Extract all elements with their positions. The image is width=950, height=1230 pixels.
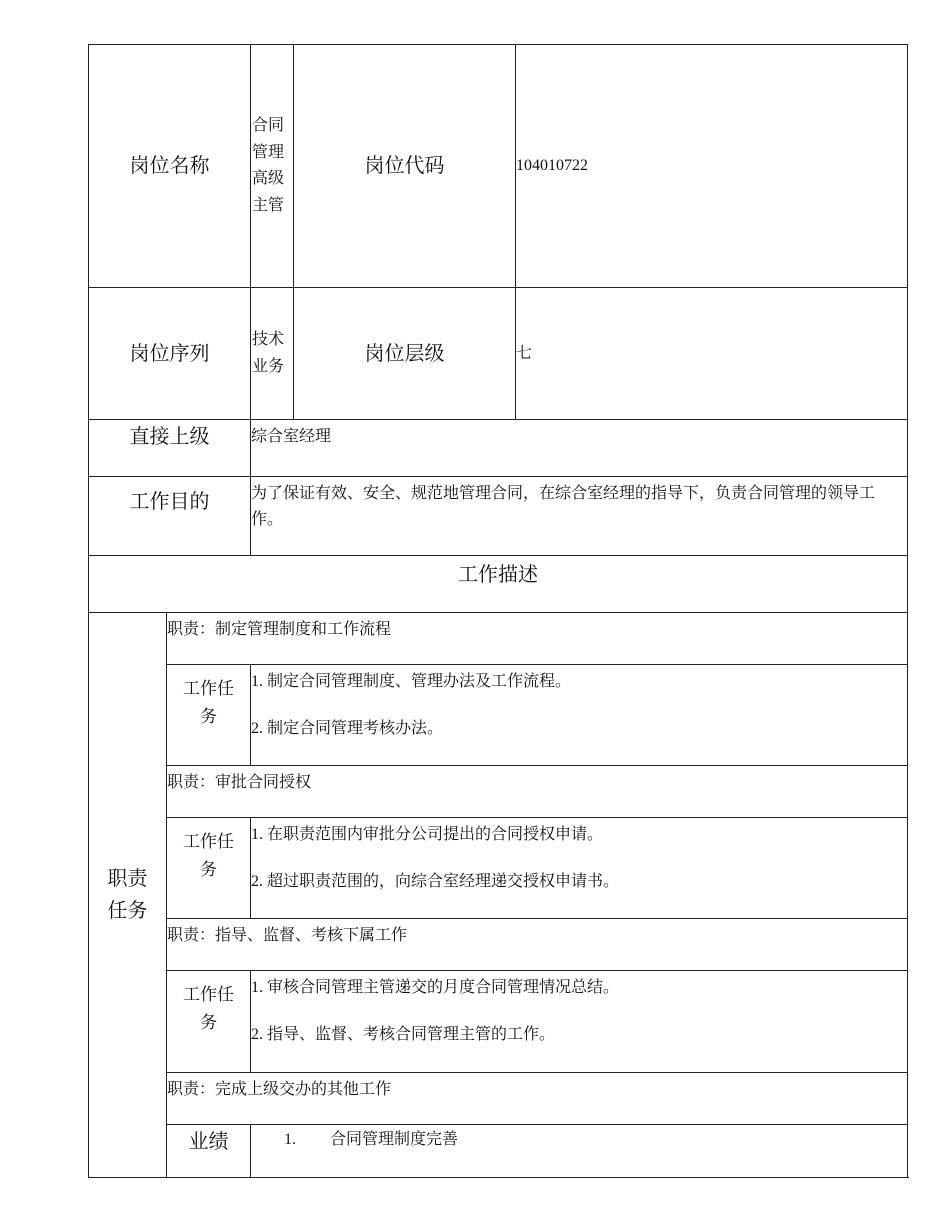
position-code-value: 104010722	[516, 45, 908, 288]
position-level-label: 岗位层级	[294, 288, 516, 420]
performance-item-text: 合同管理制度完善	[330, 1131, 459, 1148]
work-description-title: 工作描述	[89, 556, 908, 613]
task-item: 1. 在职责范围内审批分公司提出的合同授权申请。	[251, 826, 604, 843]
position-code-label: 岗位代码	[294, 45, 516, 288]
responsibility-title: 职责：完成上级交办的其他工作	[167, 1073, 908, 1125]
task-label-text: 工作任务	[183, 832, 234, 879]
task-label	[167, 665, 251, 766]
task-item: 2. 超过职责范围的，向综合室经理递交授权申请书。	[251, 873, 620, 890]
task-list	[251, 818, 908, 919]
supervisor-value: 综合室经理	[251, 420, 908, 477]
position-name-value: 合同管理高级主管	[251, 45, 294, 288]
purpose-value: 为了保证有效、安全、规范地管理合同，在综合室经理的指导下，负责合同管理的领导工作。	[251, 477, 908, 556]
task-label-text: 工作任务	[183, 679, 234, 726]
responsibility-title: 职责：制定管理制度和工作流程	[167, 613, 908, 665]
responsibilities-label	[89, 613, 167, 1178]
responsibilities-label-text: 职责任务	[107, 868, 148, 922]
job-description-form	[88, 44, 907, 1179]
purpose-label: 工作目的	[89, 477, 251, 556]
task-item: 2. 指导、监督、考核合同管理主管的工作。	[251, 1026, 556, 1043]
position-level-value: 七	[516, 288, 908, 420]
job-description-table	[88, 44, 908, 1178]
supervisor-label: 直接上级	[89, 420, 251, 477]
task-list	[251, 665, 908, 766]
performance-item	[251, 1125, 908, 1178]
position-name-label: 岗位名称	[89, 45, 251, 288]
task-item: 1. 审核合同管理主管递交的月度合同管理情况总结。	[251, 979, 620, 996]
position-series-value: 技术业务	[251, 288, 294, 420]
task-label-text: 工作任务	[183, 985, 234, 1032]
responsibility-title: 职责：指导、监督、考核下属工作	[167, 919, 908, 971]
position-series-label: 岗位序列	[89, 288, 251, 420]
performance-label: 业绩	[167, 1125, 251, 1178]
task-item: 2. 制定合同管理考核办法。	[251, 720, 444, 737]
task-label	[167, 971, 251, 1073]
task-list	[251, 971, 908, 1073]
task-label	[167, 818, 251, 919]
responsibility-title: 职责：审批合同授权	[167, 766, 908, 818]
performance-item-number: 1.	[284, 1131, 296, 1148]
task-item: 1. 制定合同管理制度、管理办法及工作流程。	[251, 673, 572, 690]
